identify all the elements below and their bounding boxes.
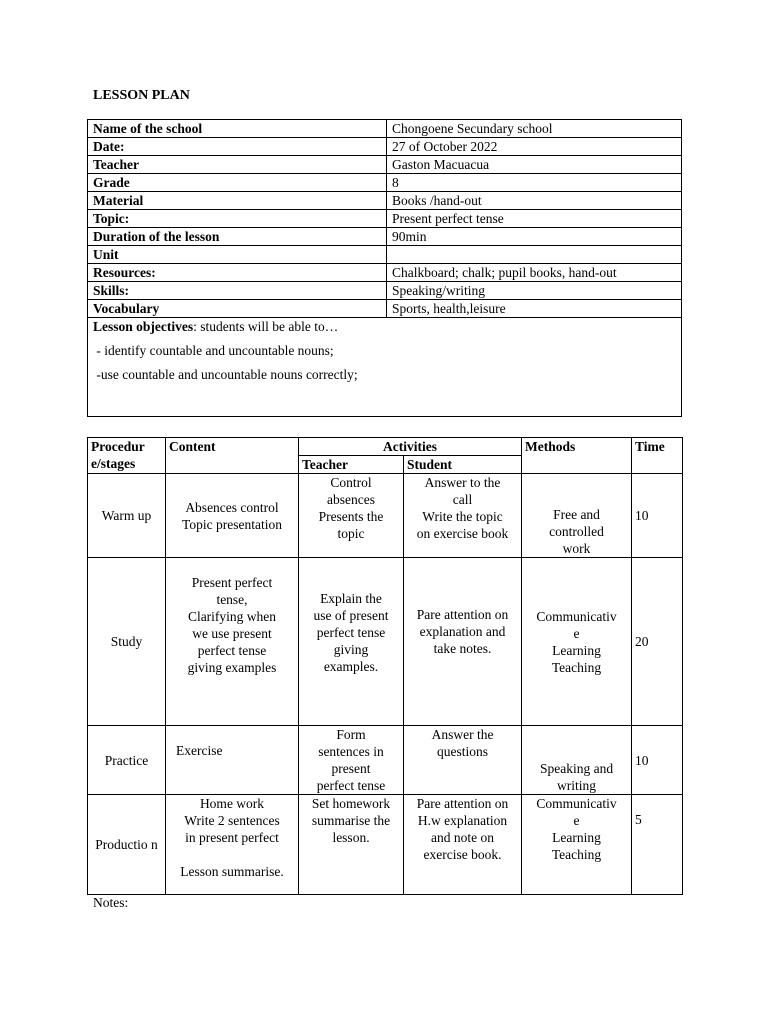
cell-teacher (299, 474, 404, 558)
objectives-intro: : students will be able to… (193, 319, 339, 334)
objective-item: -use countable and uncountable nouns correctly; (93, 367, 358, 382)
info-label: Vocabulary (88, 300, 387, 318)
info-row (88, 174, 682, 192)
methods-line: writing (557, 778, 597, 793)
info-label: Material (88, 192, 387, 210)
info-row (88, 282, 682, 300)
info-label: Date: (88, 138, 387, 156)
cell-methods (522, 726, 632, 795)
content-line: Absences control (185, 499, 279, 515)
content-line: giving examples (187, 660, 277, 675)
methods-line: Speaking and (539, 761, 614, 776)
methods-line: work (562, 541, 591, 556)
info-label: Name of the school (88, 120, 387, 138)
cell-teacher (299, 558, 404, 726)
content-line: Lesson summarise. (180, 864, 284, 879)
content-line: Home work (199, 796, 265, 811)
teacher-line: absences (327, 492, 375, 507)
info-row (88, 300, 682, 318)
teacher-line: lesson. (332, 830, 370, 845)
cell-teacher (299, 726, 404, 795)
info-label: Unit (88, 246, 387, 264)
content-line: Topic presentation (182, 516, 282, 532)
content-line: Write 2 sentences (184, 813, 280, 828)
info-row (88, 156, 682, 174)
cell-stage: Productio n (88, 795, 166, 895)
info-row (88, 138, 682, 156)
methods-line: e (573, 625, 580, 641)
header-activities: Activities (299, 438, 522, 456)
info-value (387, 246, 682, 264)
header-time: Time (632, 438, 683, 474)
cell-student (404, 795, 522, 895)
info-row (88, 120, 682, 138)
cell-methods (522, 795, 632, 895)
methods-line: Communicativ (536, 608, 617, 624)
content-line: tense, (216, 592, 248, 607)
methods-line: Learning (552, 642, 601, 658)
student-line: Write the topic (422, 509, 503, 524)
objectives-heading: Lesson objectives (93, 319, 194, 334)
content-line: perfect tense (197, 643, 267, 658)
content-line: we use present (192, 626, 272, 641)
plan-row (88, 558, 683, 726)
teacher-line: present (331, 761, 371, 776)
student-line: on exercise book (416, 526, 509, 541)
plan-row (88, 726, 683, 795)
student-line: questions (437, 744, 489, 759)
header-teacher: Teacher (299, 456, 404, 474)
info-row (88, 264, 682, 282)
info-value: Books /hand-out (387, 192, 682, 210)
teacher-line: perfect tense (316, 778, 386, 793)
page-title: LESSON PLAN (93, 88, 190, 103)
cell-time: 20 (632, 558, 683, 726)
info-value: Chongoene Secundary school (387, 120, 682, 138)
methods-line: e (573, 813, 580, 828)
cell-content (166, 726, 299, 795)
cell-methods (522, 474, 632, 558)
teacher-line: use of present (313, 608, 389, 623)
header-content: Content (166, 438, 299, 474)
cell-time: 5 (632, 795, 683, 895)
lesson-procedure-table (87, 437, 683, 895)
methods-line: Teaching (551, 847, 602, 862)
teacher-line: summarise the (311, 813, 391, 828)
cell-student (404, 726, 522, 795)
student-line: Answer to the (424, 475, 501, 490)
cell-stage: Practice (88, 726, 166, 795)
content-line: Clarifying when (187, 609, 277, 624)
info-row (88, 192, 682, 210)
teacher-line: giving (333, 642, 369, 657)
objective-item: - identify countable and uncountable nouns; (93, 343, 334, 358)
info-value: 90min (387, 228, 682, 246)
methods-line: Teaching (551, 659, 602, 675)
cell-methods (522, 558, 632, 726)
teacher-line: topic (337, 526, 365, 541)
teacher-line: Control (330, 475, 372, 490)
info-value: 27 of October 2022 (387, 138, 682, 156)
info-row (88, 246, 682, 264)
info-value: Sports, health,leisure (387, 300, 682, 318)
cell-stage: Study (88, 558, 166, 726)
teacher-line: Form (336, 727, 366, 742)
info-row (88, 210, 682, 228)
student-line: Pare attention on (416, 796, 509, 811)
info-row (88, 228, 682, 246)
info-label: Duration of the lesson (88, 228, 387, 246)
teacher-line: examples. (323, 659, 379, 674)
cell-stage: Warm up (88, 474, 166, 558)
info-value: Gaston Macuacua (387, 156, 682, 174)
notes-label: Notes: (93, 895, 129, 910)
student-line: Answer the (431, 727, 494, 742)
info-value: 8 (387, 174, 682, 192)
cell-content (166, 795, 299, 895)
student-line: exercise book. (423, 847, 502, 862)
cell-time: 10 (632, 726, 683, 795)
cell-content (166, 474, 299, 558)
methods-line: Communicativ (536, 796, 617, 811)
teacher-line: Explain the (320, 591, 382, 606)
header-methods: Methods (522, 438, 632, 474)
student-line: call (452, 492, 473, 507)
info-label: Teacher (88, 156, 387, 174)
info-label: Topic: (88, 210, 387, 228)
info-label: Skills: (88, 282, 387, 300)
cell-teacher (299, 795, 404, 895)
info-value: Speaking/writing (387, 282, 682, 300)
student-line: explanation and (419, 624, 506, 639)
teacher-line: sentences in (318, 744, 384, 759)
content-line: in present perfect (185, 830, 279, 845)
info-value: Chalkboard; chalk; pupil books, hand-out (387, 264, 682, 282)
methods-line: controlled (549, 524, 604, 539)
header-procedure: Procedur e/stages (88, 438, 166, 474)
methods-line: Free and (553, 507, 600, 522)
school-info-table (87, 119, 682, 417)
methods-line: Learning (552, 830, 601, 845)
header-student: Student (404, 456, 522, 474)
info-value: Present perfect tense (387, 210, 682, 228)
teacher-line: perfect tense (316, 625, 386, 640)
student-line: and note on (431, 830, 494, 845)
student-line: take notes. (433, 641, 492, 656)
info-label: Resources: (88, 264, 387, 282)
cell-student (404, 474, 522, 558)
content-line: Present perfect (191, 575, 273, 590)
cell-student (404, 558, 522, 726)
content-line (169, 846, 295, 863)
cell-time: 10 (632, 474, 683, 558)
lesson-objectives (88, 318, 682, 417)
teacher-line: Presents the (318, 509, 384, 524)
plan-row (88, 474, 683, 558)
cell-content (166, 558, 299, 726)
info-label: Grade (88, 174, 387, 192)
content-line: Exercise (176, 743, 223, 758)
teacher-line: Set homework (311, 796, 391, 811)
student-line: Pare attention on (416, 607, 509, 622)
student-line: H.w explanation (417, 813, 508, 828)
plan-row (88, 795, 683, 895)
